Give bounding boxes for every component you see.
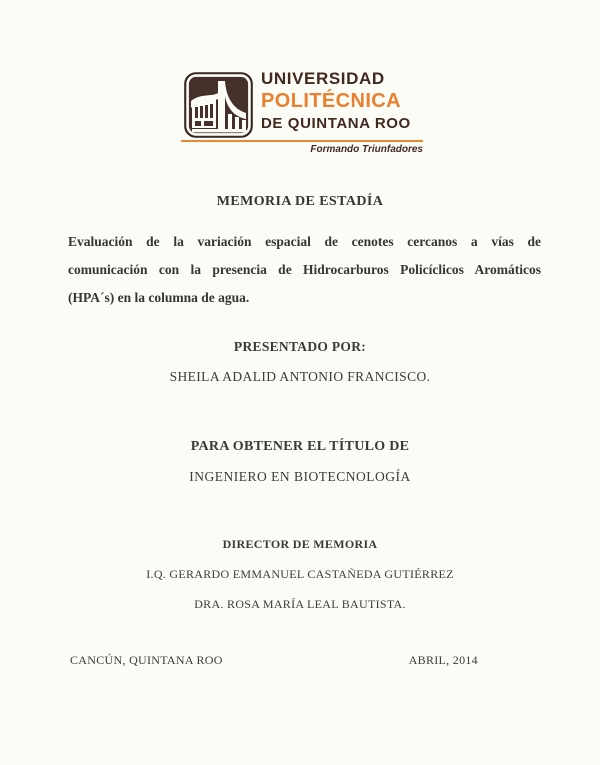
footer-place: CANCÚN, QUINTANA ROO bbox=[70, 653, 223, 667]
university-name-line2: POLITÉCNICA bbox=[261, 90, 401, 112]
footer-date: ABRIL, 2014 bbox=[408, 653, 478, 667]
document-heading: MEMORIA DE ESTADÍA bbox=[216, 194, 384, 209]
university-name-line1: UNIVERSIDAD bbox=[261, 69, 385, 88]
university-name-line3: DE QUINTANA ROO bbox=[261, 115, 411, 132]
university-logo-text bbox=[261, 70, 411, 131]
logo-divider-rule bbox=[181, 140, 423, 142]
thesis-title bbox=[68, 228, 541, 312]
thesis-title-line-1: Evaluación de la variación espacial de cenotes cercanos a vías de bbox=[68, 234, 541, 249]
author-name: SHEILA ADALID ANTONIO FRANCISCO. bbox=[169, 369, 431, 384]
degree-name: INGENIERO EN BIOTECNOLOGÍA bbox=[189, 469, 411, 484]
thesis-title-line-2: comunicación con la presencia de Hidrocarburos Policíclicos Aromáticos bbox=[68, 262, 541, 277]
university-tagline: Formando Triunfadores bbox=[310, 144, 423, 155]
university-logo-icon bbox=[184, 72, 253, 138]
director-name: I.Q. GERARDO EMMANUEL CASTAÑEDA GUTIÉRREZ bbox=[146, 567, 454, 581]
degree-label: PARA OBTENER EL TÍTULO DE bbox=[190, 439, 410, 454]
presented-by-label: PRESENTADO POR: bbox=[233, 339, 367, 354]
director-label: DIRECTOR DE MEMORIA bbox=[222, 537, 378, 551]
thesis-title-line-3: (HPA´s) en la columna de agua. bbox=[68, 290, 250, 305]
co-director-name: DRA. ROSA MARÍA LEAL BAUTISTA. bbox=[194, 597, 406, 611]
